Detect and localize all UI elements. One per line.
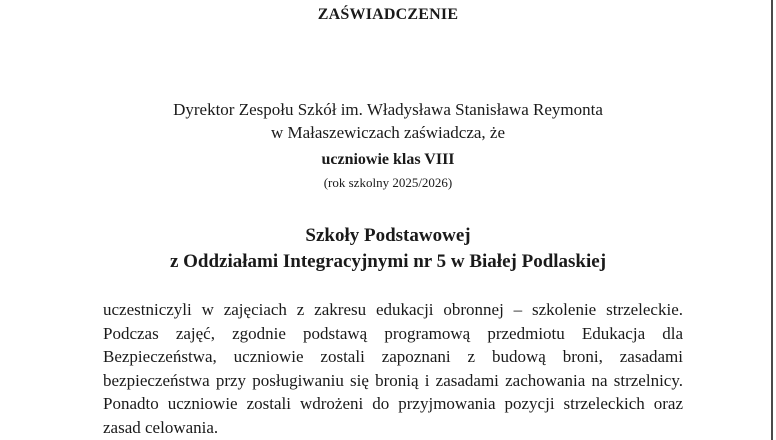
certificate-body bbox=[103, 298, 683, 439]
body-line: zasad celowania. bbox=[103, 417, 219, 437]
school-name bbox=[0, 223, 776, 275]
body-line: Ponadto uczniowie zostali wdrożeni do przyjmowania pozycji strzeleckich oraz bbox=[103, 394, 683, 413]
class-heading: uczniowie klas VIII bbox=[321, 151, 455, 168]
body-line: bezpieczeństwa przy posługiwaniu się bronią i zasadami zachowania na strzelnicy. bbox=[103, 370, 683, 390]
intro-line-2: w Małaszewiczach zaświadcza, że bbox=[270, 123, 506, 142]
school-year: (rok szkolny 2025/2026) bbox=[323, 175, 453, 190]
body-line: uczestniczyli w zajęciach z zakresu edukacji obronnej – szkolenie strzeleckie. bbox=[103, 300, 683, 319]
document-title: ZAŚWIADCZENIE bbox=[317, 6, 459, 23]
school-name-line-1: Szkoły Podstawowej bbox=[305, 225, 471, 246]
body-line: Podczas zajęć, zgodnie podstawą programową przedmiotu Edukacja dla bbox=[103, 323, 683, 343]
intro-line-1: Dyrektor Zespołu Szkół im. Władysława Stanisława Reymonta bbox=[173, 100, 603, 119]
intro-paragraph bbox=[0, 98, 776, 144]
body-line: Bezpieczeństwa, uczniowie zostali zapoznani z budową broni, zasadami bbox=[103, 347, 683, 366]
page-edge-line bbox=[771, 0, 773, 440]
school-name-line-2: z Oddziałami Integracyjnymi nr 5 w Białej Podlaskiej bbox=[169, 251, 607, 272]
